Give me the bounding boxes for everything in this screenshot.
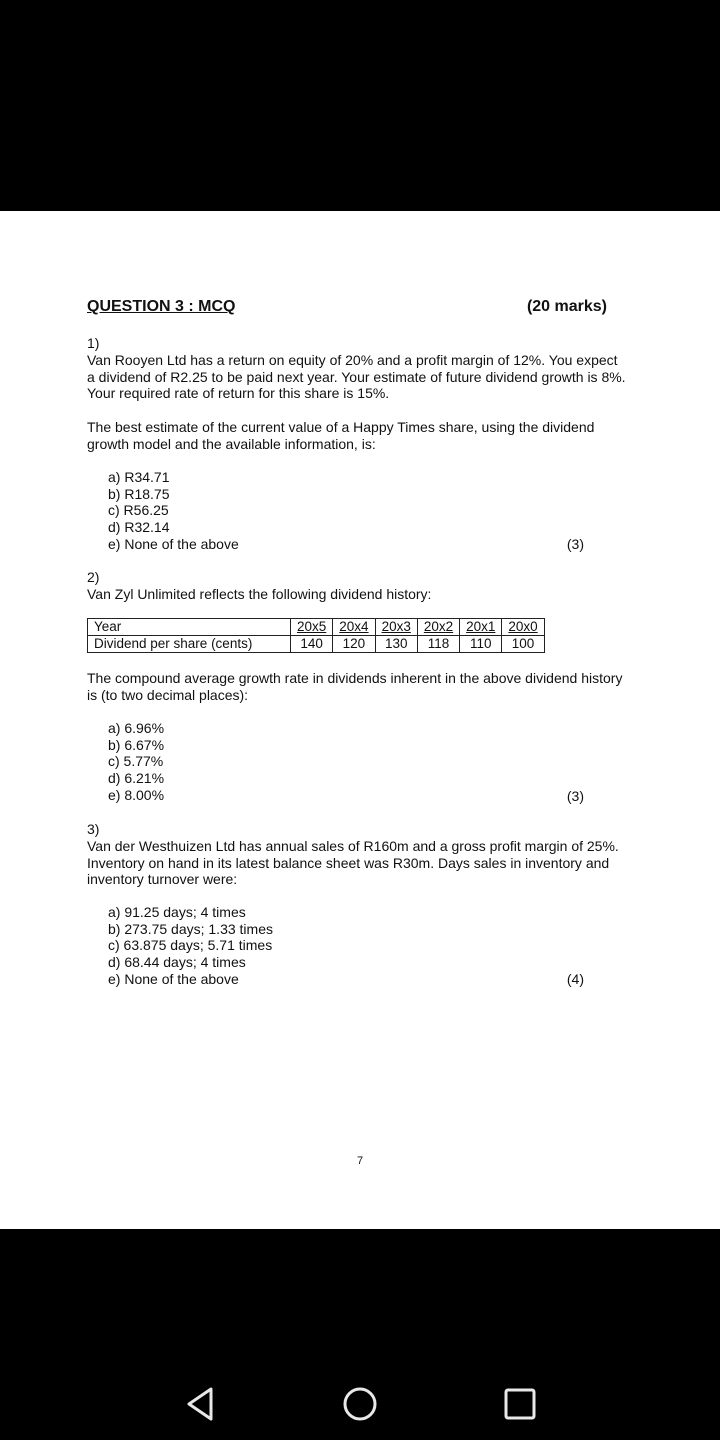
option: e) None of the above — [108, 970, 239, 987]
question-heading: QUESTION 3 : MCQ — [87, 298, 236, 315]
table-row — [88, 636, 545, 653]
option: d) 6.21% — [108, 770, 165, 787]
dividend-cell: 140 — [291, 636, 333, 653]
dividend-cell: 120 — [333, 636, 375, 653]
home-circle-icon[interactable] — [340, 1384, 380, 1424]
q2-text: Van Zyl Unlimited reflects the following dividend history: — [87, 586, 432, 602]
option: a) 6.96% — [108, 720, 165, 736]
q2-options — [108, 720, 164, 804]
table-label: Year — [88, 619, 291, 636]
q2-number: 2) — [87, 569, 100, 585]
option: a) R34.71 — [108, 469, 170, 485]
dividend-cell: 118 — [417, 636, 459, 653]
option: d) 68.44 days; 4 times — [108, 954, 246, 971]
option: c) 5.77% — [108, 753, 164, 770]
total-marks: (20 marks) — [526, 298, 607, 315]
q1-prompt: The best estimate of the current value of a Happy Times share, using the dividend growth model and the available information, is: — [87, 419, 595, 452]
dividend-cell: 130 — [375, 636, 417, 653]
year-cell: 20x0 — [502, 619, 544, 636]
table-label: Dividend per share (cents) — [88, 636, 291, 653]
year-cell: 20x3 — [375, 619, 417, 636]
q2-prompt: The compound average growth rate in dividends inherent in the above dividend history is (to two decimal places): — [87, 670, 623, 703]
option: a) 91.25 days; 4 times — [108, 904, 246, 920]
dividend-cell: 110 — [460, 636, 502, 653]
option: b) 273.75 days; 1.33 times — [108, 920, 273, 937]
option: c) R56.25 — [108, 502, 169, 519]
q3-marks: (4) — [566, 971, 584, 987]
recents-square-icon[interactable] — [500, 1384, 540, 1424]
year-cell: 20x4 — [333, 619, 375, 636]
dividend-history-table — [87, 618, 545, 653]
year-cell: 20x5 — [291, 619, 333, 636]
q1-marks: (3) — [566, 536, 584, 552]
year-cell: 20x1 — [460, 619, 502, 636]
option: e) 8.00% — [108, 786, 165, 803]
q3-options — [108, 904, 273, 988]
option: b) R18.75 — [108, 485, 170, 502]
system-navigation-bar — [0, 1229, 720, 1440]
q1-number: 1) — [87, 335, 100, 351]
dividend-cell: 100 — [502, 636, 544, 653]
q1-options — [108, 469, 239, 553]
table-row — [88, 619, 545, 636]
document-page — [0, 211, 720, 1229]
page-number: 7 — [356, 1155, 364, 1167]
option: d) R32.14 — [108, 519, 170, 536]
year-cell: 20x2 — [417, 619, 459, 636]
q1-text: Van Rooyen Ltd has a return on equity of 20% and a profit margin of 12%. You expect a dividend of R2.25 to be paid next year. Your estimate of future dividend growth is 8%. Your required rate of return for this share is 15%. — [87, 352, 626, 402]
q3-text: Van der Westhuizen Ltd has annual sales of R160m and a gross profit margin of 25%. Inventory on hand in its latest balance sheet was R30m. Days sales in inventory and inventory turnover were: — [87, 838, 619, 888]
q2-marks: (3) — [566, 788, 584, 804]
option: e) None of the above — [108, 535, 239, 552]
back-triangle-icon[interactable] — [180, 1384, 220, 1424]
option: c) 63.875 days; 5.71 times — [108, 937, 273, 954]
q3-number: 3) — [87, 821, 100, 837]
option: b) 6.67% — [108, 736, 165, 753]
